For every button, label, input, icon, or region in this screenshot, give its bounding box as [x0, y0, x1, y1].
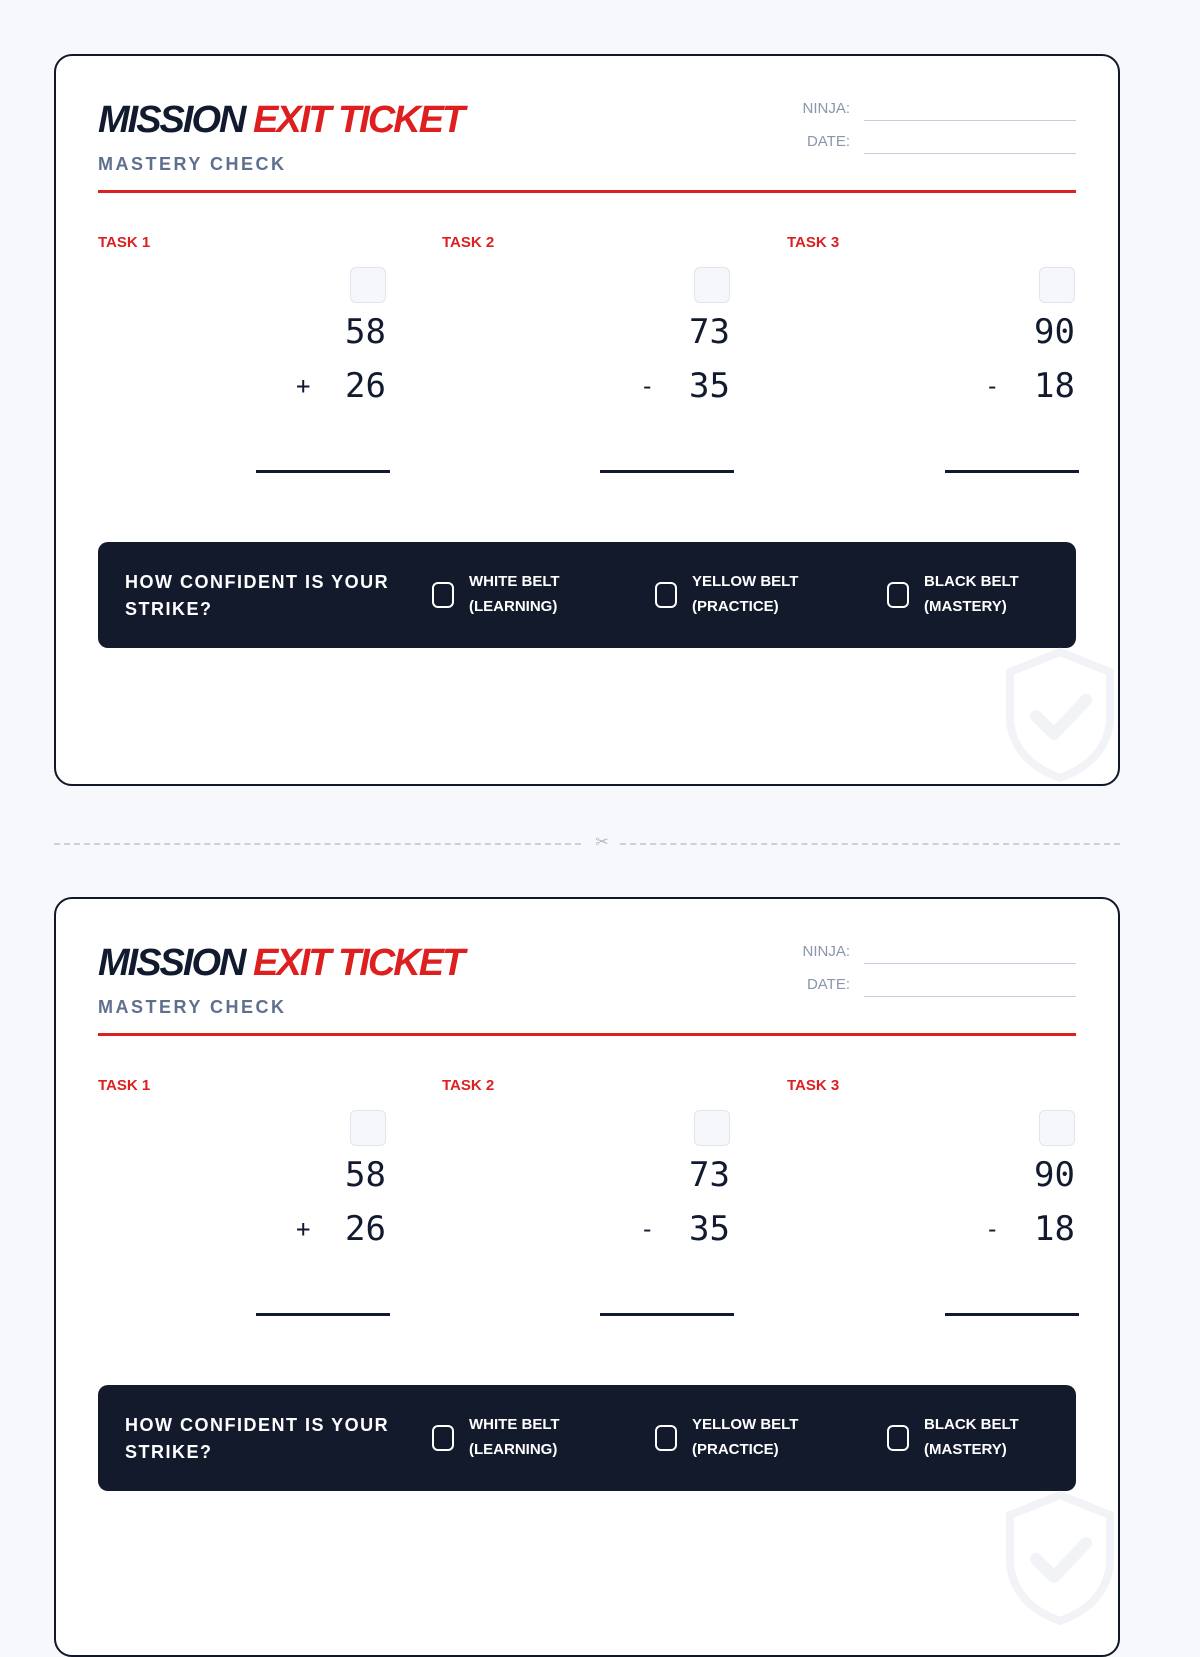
confidence-panel [98, 1385, 1076, 1491]
option-line-1: WHITE BELT [469, 1416, 560, 1433]
student-fields [776, 100, 1076, 166]
option-line-2: (MASTERY) [924, 1441, 1007, 1458]
ticket-title [98, 98, 463, 142]
option-line-1: BLACK BELT [924, 573, 1019, 590]
date-label: DATE: [806, 976, 850, 993]
bottom-number: 18 [1034, 366, 1075, 406]
task-label: TASK 2 [442, 1077, 495, 1094]
bottom-number: 26 [345, 366, 386, 406]
carry-box[interactable] [1039, 267, 1075, 303]
task-2 [442, 1077, 742, 1357]
answer-line[interactable] [256, 470, 390, 473]
confidence-question: HOW CONFIDENT IS YOUR STRIKE? [125, 572, 390, 619]
operator: - [985, 1215, 1000, 1243]
carry-box[interactable] [694, 1110, 730, 1146]
option-label [924, 569, 1104, 619]
option-line-2: (PRACTICE) [692, 598, 779, 615]
bottom-number: 26 [345, 1209, 386, 1249]
checkbox[interactable] [887, 582, 909, 608]
cut-line-left [54, 843, 581, 845]
date-line[interactable] [864, 153, 1076, 154]
answer-line[interactable] [600, 470, 734, 473]
task-3 [787, 1077, 1087, 1357]
ninja-field[interactable] [776, 100, 1076, 133]
task-1 [98, 234, 398, 514]
shield-check-icon [1000, 646, 1120, 782]
answer-line[interactable] [945, 1313, 1079, 1316]
confidence-question: HOW CONFIDENT IS YOUR STRIKE? [125, 1415, 390, 1462]
ninja-line[interactable] [864, 963, 1076, 964]
checkbox[interactable] [432, 1425, 454, 1451]
option-line-2: (MASTERY) [924, 598, 1007, 615]
confidence-panel [98, 542, 1076, 648]
task-2 [442, 234, 742, 514]
checkbox[interactable] [655, 582, 677, 608]
exit-ticket-1 [54, 54, 1120, 786]
option-line-2: (LEARNING) [469, 1441, 558, 1458]
shield-check-icon [1000, 1489, 1120, 1625]
carry-box[interactable] [350, 267, 386, 303]
top-number: 58 [345, 1155, 386, 1195]
ticket-title [98, 941, 463, 985]
task-label: TASK 1 [98, 234, 151, 251]
option-label [692, 1412, 872, 1462]
option-label [469, 1412, 649, 1462]
carry-box[interactable] [350, 1110, 386, 1146]
operator: + [296, 372, 311, 400]
cut-line-right [620, 843, 1120, 845]
scissors-icon: ✂ [595, 834, 609, 851]
answer-line[interactable] [600, 1313, 734, 1316]
title-accent: EXIT TICKET [253, 99, 464, 141]
task-label: TASK 2 [442, 234, 495, 251]
date-label: DATE: [806, 133, 850, 150]
operator: - [985, 372, 1000, 400]
operator: - [640, 372, 655, 400]
task-1 [98, 1077, 398, 1357]
carry-box[interactable] [694, 267, 730, 303]
top-number: 73 [689, 312, 730, 352]
answer-line[interactable] [256, 1313, 390, 1316]
task-label: TASK 1 [98, 1077, 151, 1094]
option-label [924, 1412, 1104, 1462]
option-line-1: YELLOW BELT [692, 573, 799, 590]
title-main: MISSION [98, 99, 245, 141]
option-label [469, 569, 649, 619]
bottom-number: 18 [1034, 1209, 1075, 1249]
ticket-subtitle: MASTERY CHECK [98, 154, 287, 174]
answer-line[interactable] [945, 470, 1079, 473]
ninja-label: NINJA: [802, 943, 850, 960]
title-main: MISSION [98, 942, 245, 984]
option-label [692, 569, 872, 619]
operator: + [296, 1215, 311, 1243]
option-line-1: BLACK BELT [924, 1416, 1019, 1433]
bottom-number: 35 [689, 366, 730, 406]
checkbox[interactable] [887, 1425, 909, 1451]
ninja-label: NINJA: [802, 100, 850, 117]
ninja-line[interactable] [864, 120, 1076, 121]
checkbox[interactable] [655, 1425, 677, 1451]
option-line-2: (LEARNING) [469, 598, 558, 615]
task-label: TASK 3 [787, 234, 840, 251]
date-field[interactable] [776, 976, 1076, 1009]
student-fields [776, 943, 1076, 1009]
option-line-1: WHITE BELT [469, 573, 560, 590]
ticket-subtitle: MASTERY CHECK [98, 997, 287, 1017]
header-divider [98, 190, 1076, 193]
task-label: TASK 3 [787, 1077, 840, 1094]
bottom-number: 35 [689, 1209, 730, 1249]
carry-box[interactable] [1039, 1110, 1075, 1146]
top-number: 73 [689, 1155, 730, 1195]
header-divider [98, 1033, 1076, 1036]
operator: - [640, 1215, 655, 1243]
task-3 [787, 234, 1087, 514]
option-line-2: (PRACTICE) [692, 1441, 779, 1458]
date-field[interactable] [776, 133, 1076, 166]
title-accent: EXIT TICKET [253, 942, 464, 984]
exit-ticket-2 [54, 897, 1120, 1657]
date-line[interactable] [864, 996, 1076, 997]
top-number: 58 [345, 312, 386, 352]
checkbox[interactable] [432, 582, 454, 608]
option-line-1: YELLOW BELT [692, 1416, 799, 1433]
top-number: 90 [1034, 1155, 1075, 1195]
top-number: 90 [1034, 312, 1075, 352]
ninja-field[interactable] [776, 943, 1076, 976]
